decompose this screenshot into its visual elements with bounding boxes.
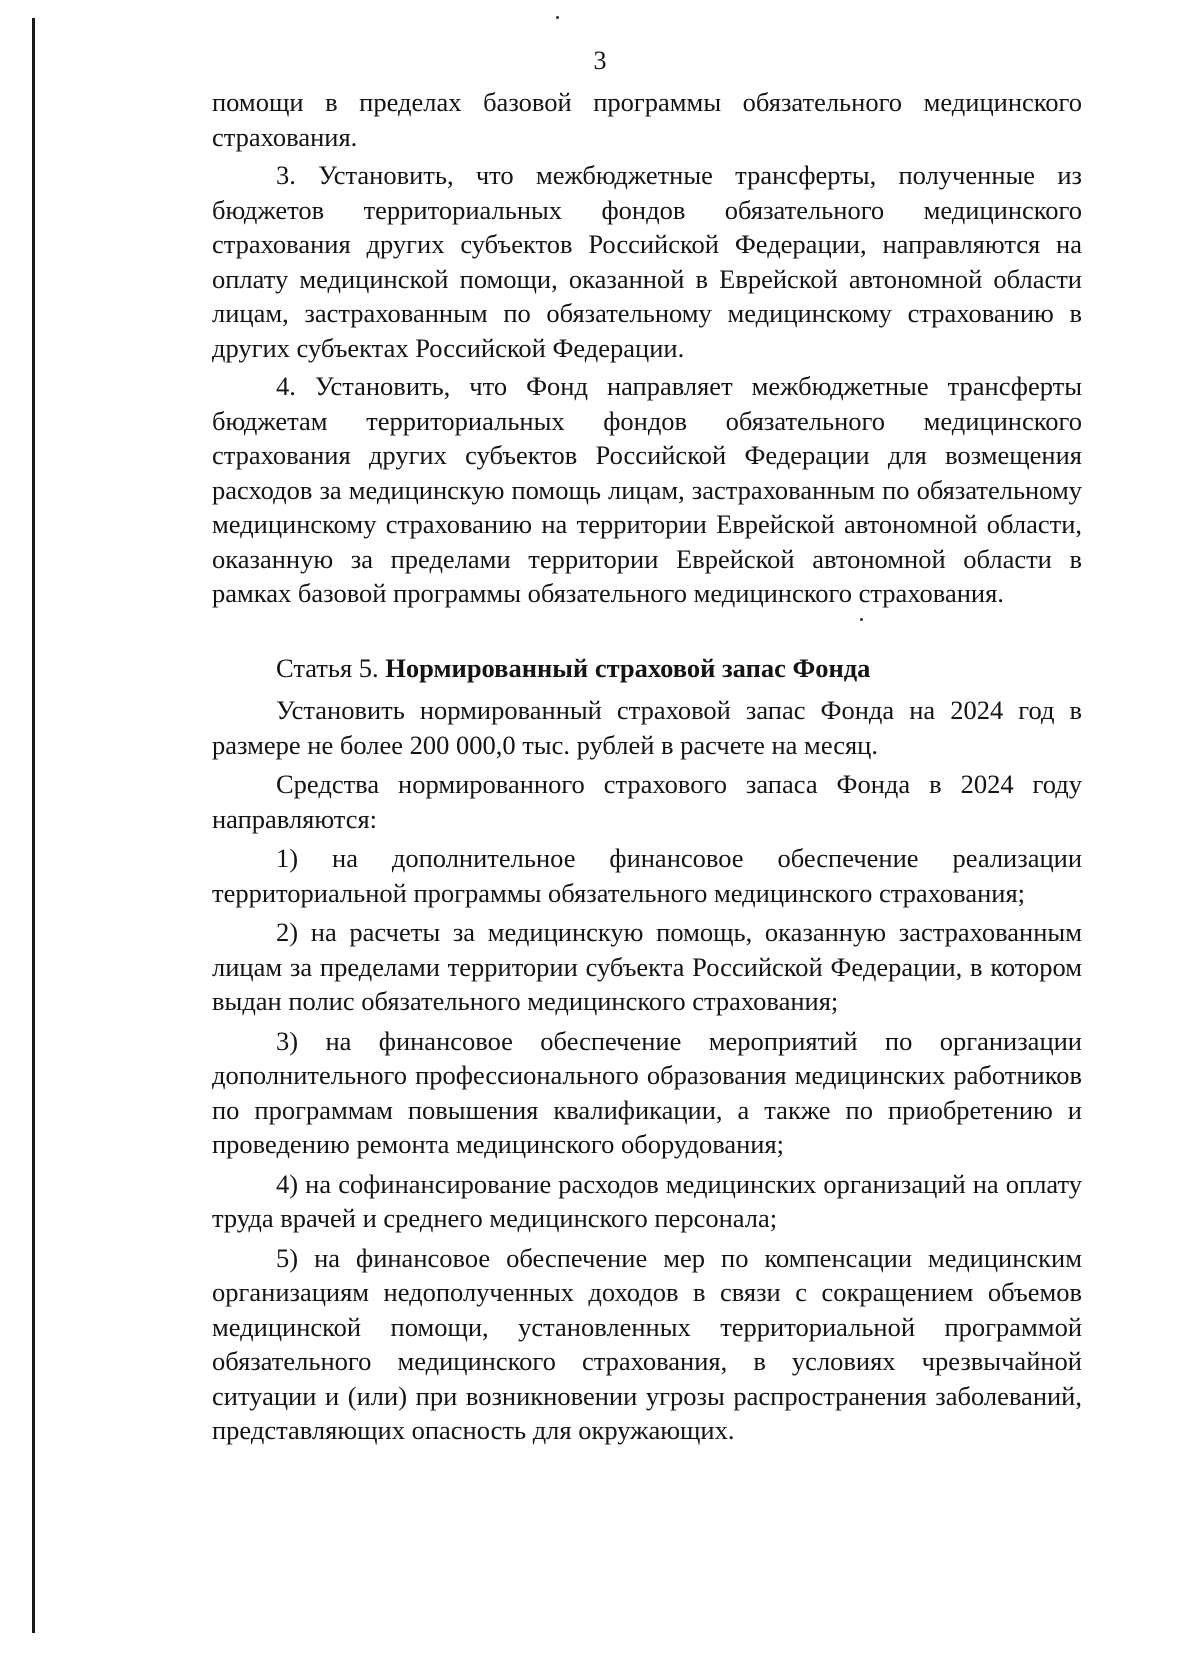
article-intro: Установить нормированный страховой запас Фонда на 2024 год в размере не более 200 000,0 тыс. рублей в расчете на месяц. <box>212 695 1082 760</box>
list-item: 2) на расчеты за медицинскую помощь, оказанную застрахованным лицам за пределами территории субъекта Российской Федерации, в котором выдан полис обязательного медицинского страхования; <box>212 917 1082 1016</box>
binding-margin-line <box>32 18 35 1633</box>
list-item: 5) на финансовое обеспечение мер по компенсации медицинским организациям недополученных доходов в связи с сокращением объемов медицинской помощи, установленных территориальной программой обязательного медицинского страхования, в условиях чрезвычайной ситуации и (или) при возникновении угрозы распространения заболеваний, представляющих опасность для окружающих. <box>212 1242 1082 1445</box>
paragraph-item-4: 4. Установить, что Фонд направляет межбюджетные трансферты бюджетам территориальных фондов обязательного медицинского страхования других субъектов Российской Федерации для возмещения расходов за медицинскую помощь лицам, застрахованным по обязательному медицинскому страхованию на территории Еврейской автономной области, оказанную за пределами территории Еврейской автономной области в рамках базовой программы обязательного медицинского страхования. <box>212 371 1082 608</box>
scan-speck <box>556 16 559 19</box>
page-number: 3 <box>593 46 607 75</box>
list-item: 1) на дополнительное финансовое обеспечение реализации территориальной программы обязательного медицинского страхования; <box>212 843 1082 908</box>
article-label: Статья 5. <box>276 652 379 683</box>
document-body <box>212 85 1082 1448</box>
paragraph-continuation: помощи в пределах базовой программы обязательного медицинского страхования. <box>212 87 1082 152</box>
article-lead: Средства нормированного страхового запаса Фонда в 2024 году направляются: <box>212 769 1082 834</box>
list-item: 4) на софинансирование расходов медицинских организаций на оплату труда врачей и среднего медицинского персонала; <box>212 1168 1082 1233</box>
list-item: 3) на финансовое обеспечение мероприятий по организации дополнительного профессионального образования медицинских работников по программам повышения квалификации, а также по приобретению и проведению ремонта медицинского оборудования; <box>212 1025 1082 1159</box>
article-title: Нормированный страховой запас Фонда <box>385 652 871 683</box>
article-heading <box>212 651 1082 686</box>
paragraph-item-3: 3. Установить, что межбюджетные трансферты, полученные из бюджетов территориальных фондов обязательного медицинского страхования других субъектов Российской Федерации, направляются на оплату медицинской помощи, оказанной в Еврейской автономной области лицам, застрахованным по обязательному медицинскому страхованию в других субъектах Российской Федерации. <box>212 160 1082 363</box>
